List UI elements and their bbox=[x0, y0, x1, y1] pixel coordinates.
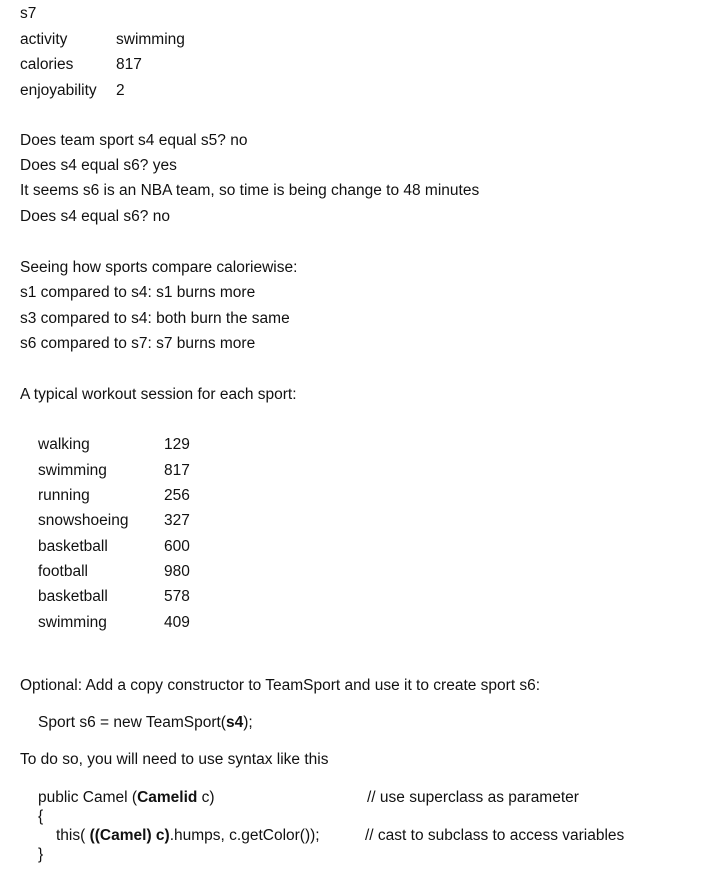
code-line-this-call bbox=[56, 827, 320, 845]
s7-activity-value: swimming bbox=[116, 31, 185, 48]
workout-sport: running bbox=[38, 487, 90, 504]
equality-line: Does s4 equal s6? yes bbox=[20, 157, 177, 174]
workout-heading: A typical workout session for each sport: bbox=[20, 386, 297, 403]
copy-constructor-code bbox=[38, 714, 253, 732]
workout-sport: snowshoeing bbox=[38, 512, 129, 529]
code-line-signature bbox=[38, 789, 215, 807]
s7-activity-label: activity bbox=[20, 31, 68, 48]
code-this-prefix: this( bbox=[56, 827, 90, 844]
workout-sport: basketball bbox=[38, 538, 108, 555]
workout-calories: 409 bbox=[164, 614, 190, 631]
workout-calories: 980 bbox=[164, 563, 190, 580]
s7-enjoyability-value: 2 bbox=[116, 82, 125, 99]
s7-calories-value: 817 bbox=[116, 56, 142, 73]
calorie-compare-line: s1 compared to s4: s1 burns more bbox=[20, 284, 256, 301]
code-signature-type: Camelid bbox=[137, 789, 198, 806]
code-this-suffix: .humps, c.getColor()); bbox=[169, 827, 320, 844]
workout-calories: 600 bbox=[164, 538, 190, 555]
code-signature-suffix: c) bbox=[197, 789, 215, 806]
code-close-brace: } bbox=[38, 846, 44, 863]
optional-instruction: Optional: Add a copy constructor to TeamSport and use it to create sport s6: bbox=[20, 677, 541, 694]
workout-calories: 817 bbox=[164, 462, 190, 479]
workout-sport: swimming bbox=[38, 462, 107, 479]
workout-calories: 327 bbox=[164, 512, 190, 529]
calorie-compare-line: s3 compared to s4: both burn the same bbox=[20, 310, 290, 327]
equality-line: It seems s6 is an NBA team, so time is being change to 48 minutes bbox=[20, 182, 480, 199]
workout-sport: swimming bbox=[38, 614, 107, 631]
code-signature-prefix: public Camel ( bbox=[38, 789, 138, 806]
code-comment-cast: // cast to subclass to access variables bbox=[365, 827, 625, 844]
code-this-cast: ((Camel) c) bbox=[89, 827, 170, 844]
workout-sport: walking bbox=[38, 436, 90, 453]
code-open-brace: { bbox=[38, 808, 44, 825]
syntax-note: To do so, you will need to use syntax like this bbox=[20, 751, 329, 768]
workout-calories: 129 bbox=[164, 436, 190, 453]
code-bold-arg: s4 bbox=[225, 714, 244, 731]
equality-line: Does s4 equal s6? no bbox=[20, 208, 170, 225]
s7-calories-label: calories bbox=[20, 56, 74, 73]
equality-line: Does team sport s4 equal s5? no bbox=[20, 132, 248, 149]
calorie-compare-heading: Seeing how sports compare caloriewise: bbox=[20, 259, 298, 276]
code-suffix: ); bbox=[243, 714, 253, 731]
calorie-compare-line: s6 compared to s7: s7 burns more bbox=[20, 335, 256, 352]
workout-sport: basketball bbox=[38, 588, 108, 605]
code-prefix: Sport s6 = new TeamSport( bbox=[38, 714, 226, 731]
s7-heading: s7 bbox=[20, 5, 37, 22]
code-comment-superclass: // use superclass as parameter bbox=[367, 789, 579, 806]
workout-calories: 256 bbox=[164, 487, 190, 504]
workout-sport: football bbox=[38, 563, 88, 580]
s7-enjoyability-label: enjoyability bbox=[20, 82, 97, 99]
workout-calories: 578 bbox=[164, 588, 190, 605]
